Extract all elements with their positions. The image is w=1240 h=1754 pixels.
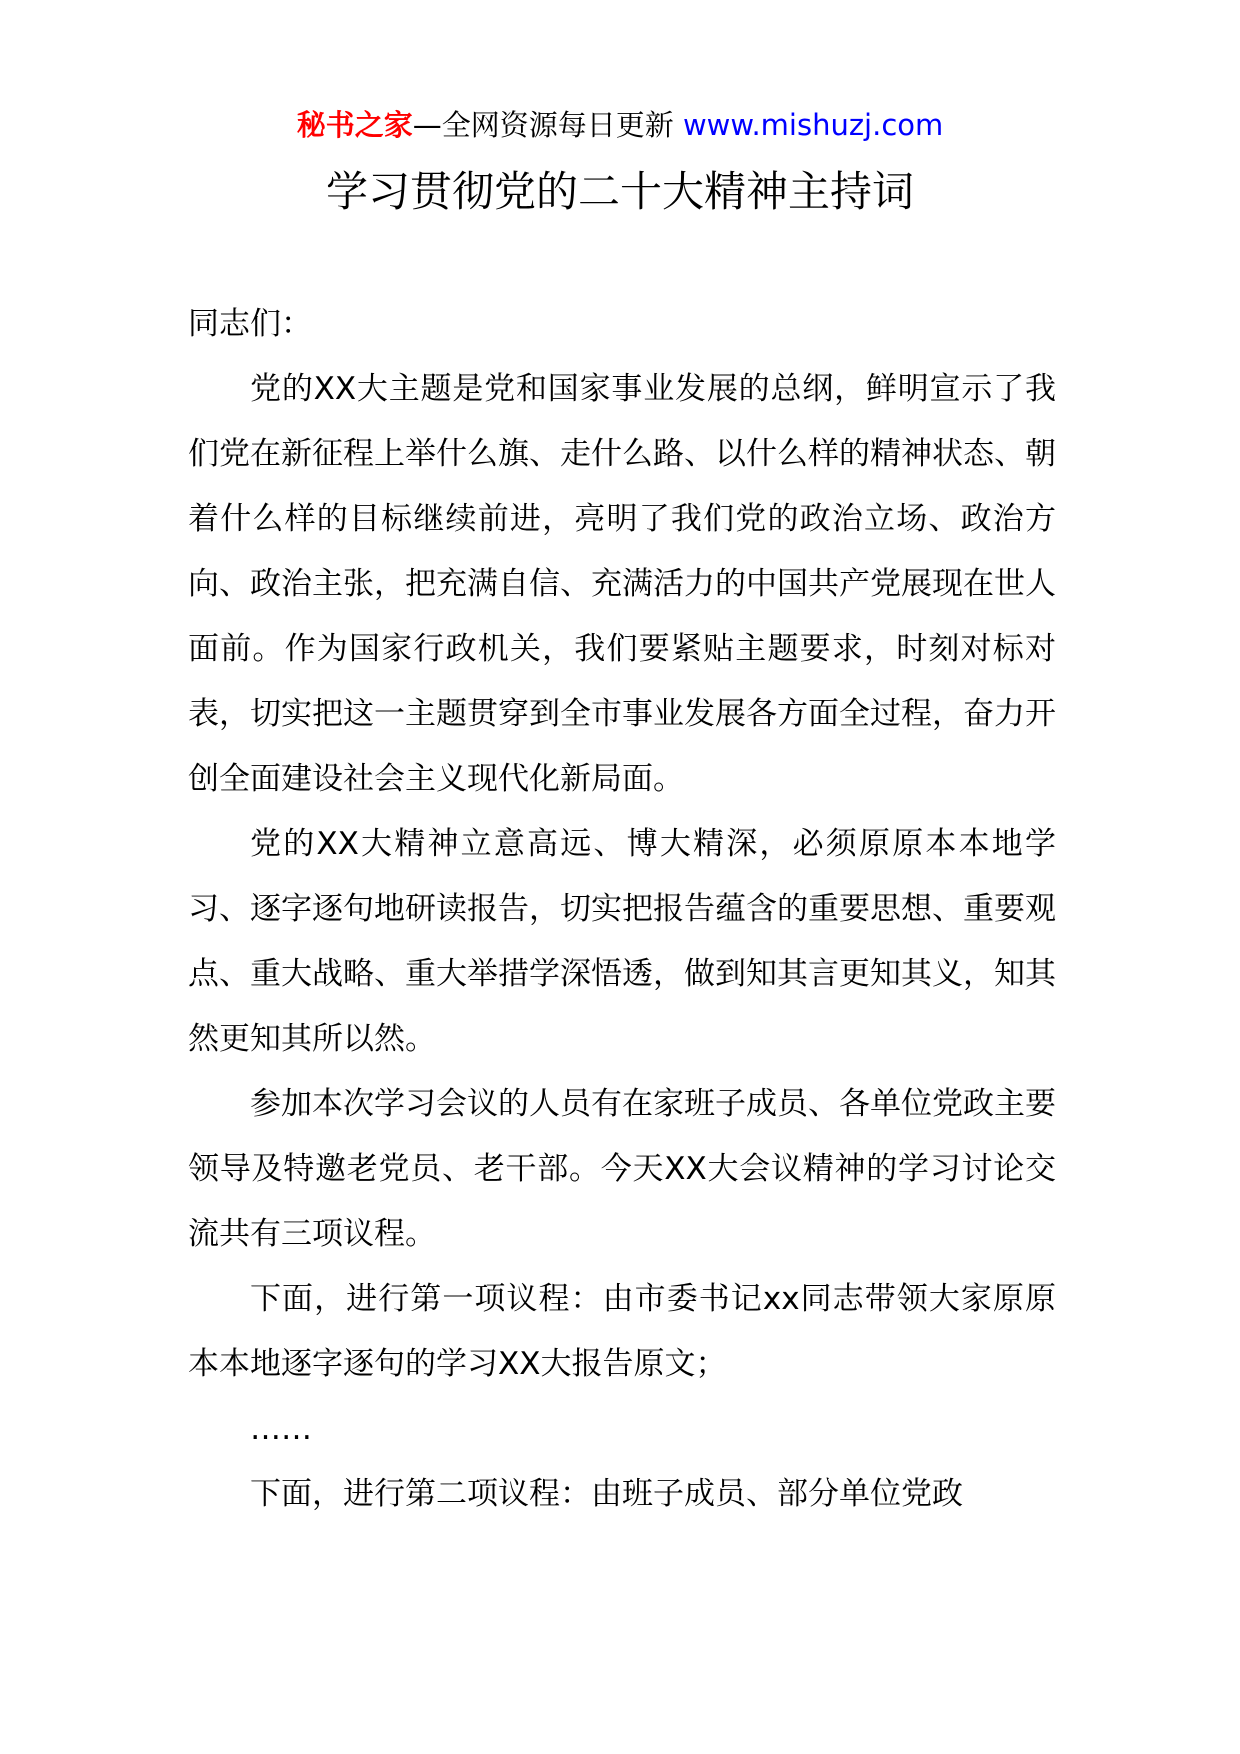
document-title: 学习贯彻党的二十大精神主持词 xyxy=(325,167,914,216)
site-header xyxy=(0,100,1240,150)
body-paragraph: 党的XX大主题是党和国家事业发展的总纲，鲜明宣示了我们党在新征程上举什么旗、走什么路、以什么样的精神状态、朝着什么样的目标继续前进，亮明了我们党的政治立场、政治方向、政治主张，把充满自信、充满活力的中国共产党展现在世人面前。作为国家行政机关，我们要紧贴主题要求，时刻对标对表，切实把这一主题贯穿到全市事业发展各方面全过程，奋力开创全面建设社会主义现代化新局面。 xyxy=(188,371,1056,797)
body-paragraph: 党的XX大精神立意高远、博大精深，必须原原本本地学习、逐字逐句地研读报告，切实把报告蕴含的重要思想、重要观点、重大战略、重大举措学深悟透，做到知其言更知其义，知其然更知其所以然。 xyxy=(188,826,1056,1057)
body-paragraph: 下面，进行第二项议程：由班子成员、部分单位党政 xyxy=(250,1476,963,1512)
document-body xyxy=(188,292,1056,1527)
site-url-link[interactable]: www.mishuzj.com xyxy=(682,108,944,142)
ellipsis-paragraph: …… xyxy=(250,1411,312,1447)
salutation: 同志们： xyxy=(188,306,312,342)
body-paragraph: 参加本次学习会议的人员有在家班子成员、各单位党政主要领导及特邀老党员、老干部。今天XX大会议精神的学习讨论交流共有三项议程。 xyxy=(188,1086,1056,1252)
site-tagline: —全网资源每日更新 xyxy=(412,108,683,142)
body-paragraph: 下面，进行第一项议程：由市委书记xx同志带领大家原原本本地逐字逐句的学习XX大报告原文； xyxy=(188,1281,1056,1382)
site-brand: 秘书之家 xyxy=(296,108,413,142)
